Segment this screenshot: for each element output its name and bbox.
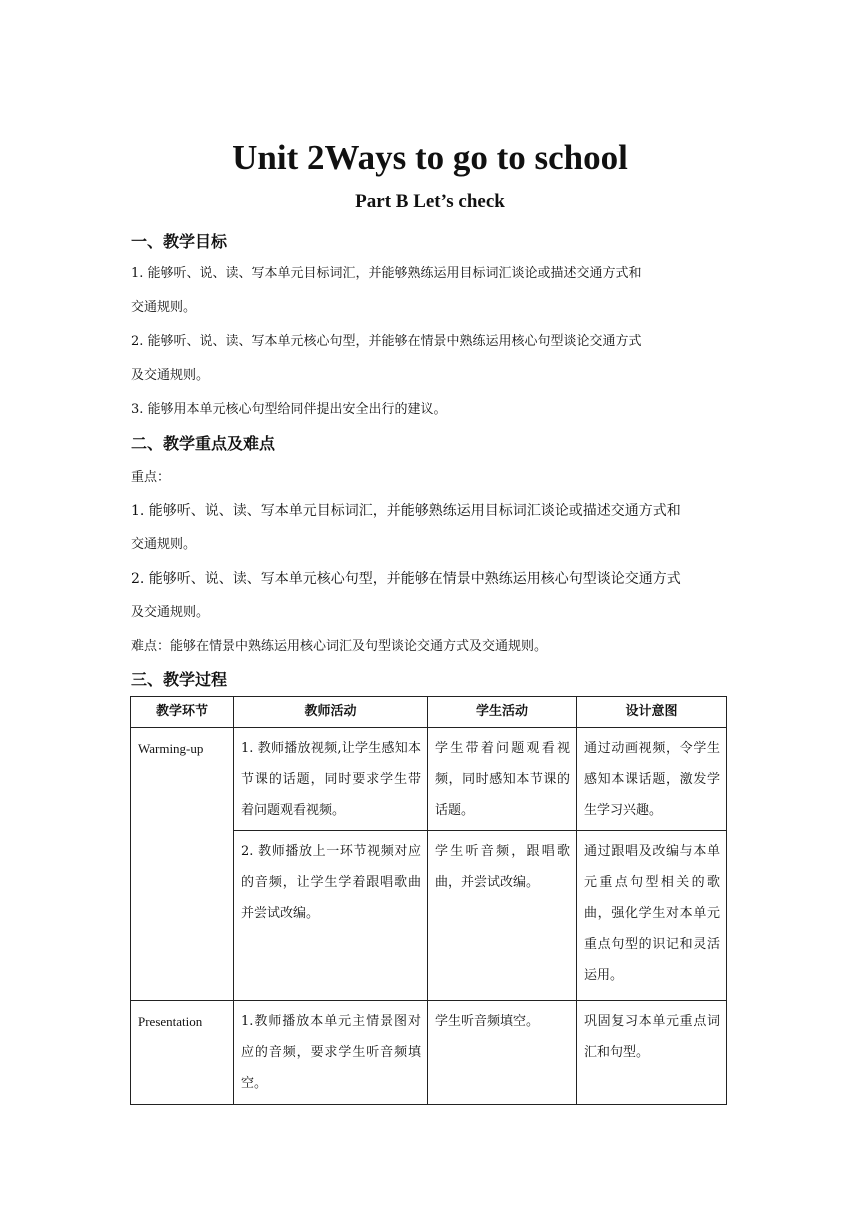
student-activity-cell: 学生听音频填空。 — [428, 1001, 577, 1105]
column-header: 学生活动 — [428, 697, 577, 728]
objective-line: 2. 能够听、说、读、写本单元核心句型，并能够在情景中熟练运用核心句型谈论交通方式 — [131, 334, 642, 349]
objective-line: 1. 能够听、说、读、写本单元目标词汇，并能够熟练运用目标词汇谈论或描述交通方式和 — [131, 266, 642, 281]
key-point-line: 及交通规则。 — [131, 605, 210, 620]
key-point-line: 交通规则。 — [131, 537, 197, 552]
table-row — [131, 1001, 727, 1105]
section-heading-process: 三、教学过程 — [131, 670, 228, 689]
objective-line: 3. 能够用本单元核心句型给同伴提出安全出行的建议。 — [131, 402, 447, 417]
document-title: Unit 2Ways to go to school — [232, 138, 628, 177]
key-point-line: 2. 能够听、说、读、写本单元核心句型，并能够在情景中熟练运用核心句型谈论交通方式 — [131, 571, 681, 587]
key-point-line: 1. 能够听、说、读、写本单元目标词汇，并能够熟练运用目标词汇谈论或描述交通方式和 — [131, 503, 681, 519]
student-activity-cell: 学生听音频，跟唱歌曲，并尝试改编。 — [428, 831, 577, 1001]
teacher-activity-cell: 1.教师播放本单元主情景图对应的音频，要求学生听音频填空。 — [234, 1001, 428, 1105]
table-row — [131, 728, 727, 831]
column-header: 教师活动 — [234, 697, 428, 728]
difficulty-line: 难点：能够在情景中熟练运用核心词汇及句型谈论交通方式及交通规则。 — [131, 639, 548, 654]
key-points-label: 重点： — [131, 470, 171, 485]
design-intent-cell: 巩固复习本单元重点词汇和句型。 — [577, 1001, 727, 1105]
objective-line: 交通规则。 — [131, 300, 197, 315]
table-header-row — [131, 697, 727, 728]
teacher-activity-cell: 1. 教师播放视频,让学生感知本节课的话题，同时要求学生带着问题观看视频。 — [234, 728, 428, 831]
design-intent-cell: 通过跟唱及改编与本单元重点句型相关的歌曲，强化学生对本单元重点句型的识记和灵活运用。 — [577, 831, 727, 1001]
column-header: 设计意图 — [577, 697, 727, 728]
teaching-process-table — [130, 696, 727, 1105]
section-heading-objectives: 一、教学目标 — [131, 232, 228, 251]
student-activity-cell: 学生带着问题观看视频，同时感知本节课的话题。 — [428, 728, 577, 831]
teacher-activity-cell: 2. 教师播放上一环节视频对应的音频，让学生学着跟唱歌曲并尝试改编。 — [234, 831, 428, 1001]
column-header: 教学环节 — [131, 697, 234, 728]
stage-cell: Warming-up — [131, 728, 234, 1001]
stage-cell: Presentation — [131, 1001, 234, 1105]
objective-line: 及交通规则。 — [131, 368, 210, 383]
section-heading-key-points: 二、教学重点及难点 — [131, 434, 276, 453]
document-subtitle: Part B Let’s check — [355, 191, 505, 212]
design-intent-cell: 通过动画视频，令学生感知本课话题，激发学生学习兴趣。 — [577, 728, 727, 831]
